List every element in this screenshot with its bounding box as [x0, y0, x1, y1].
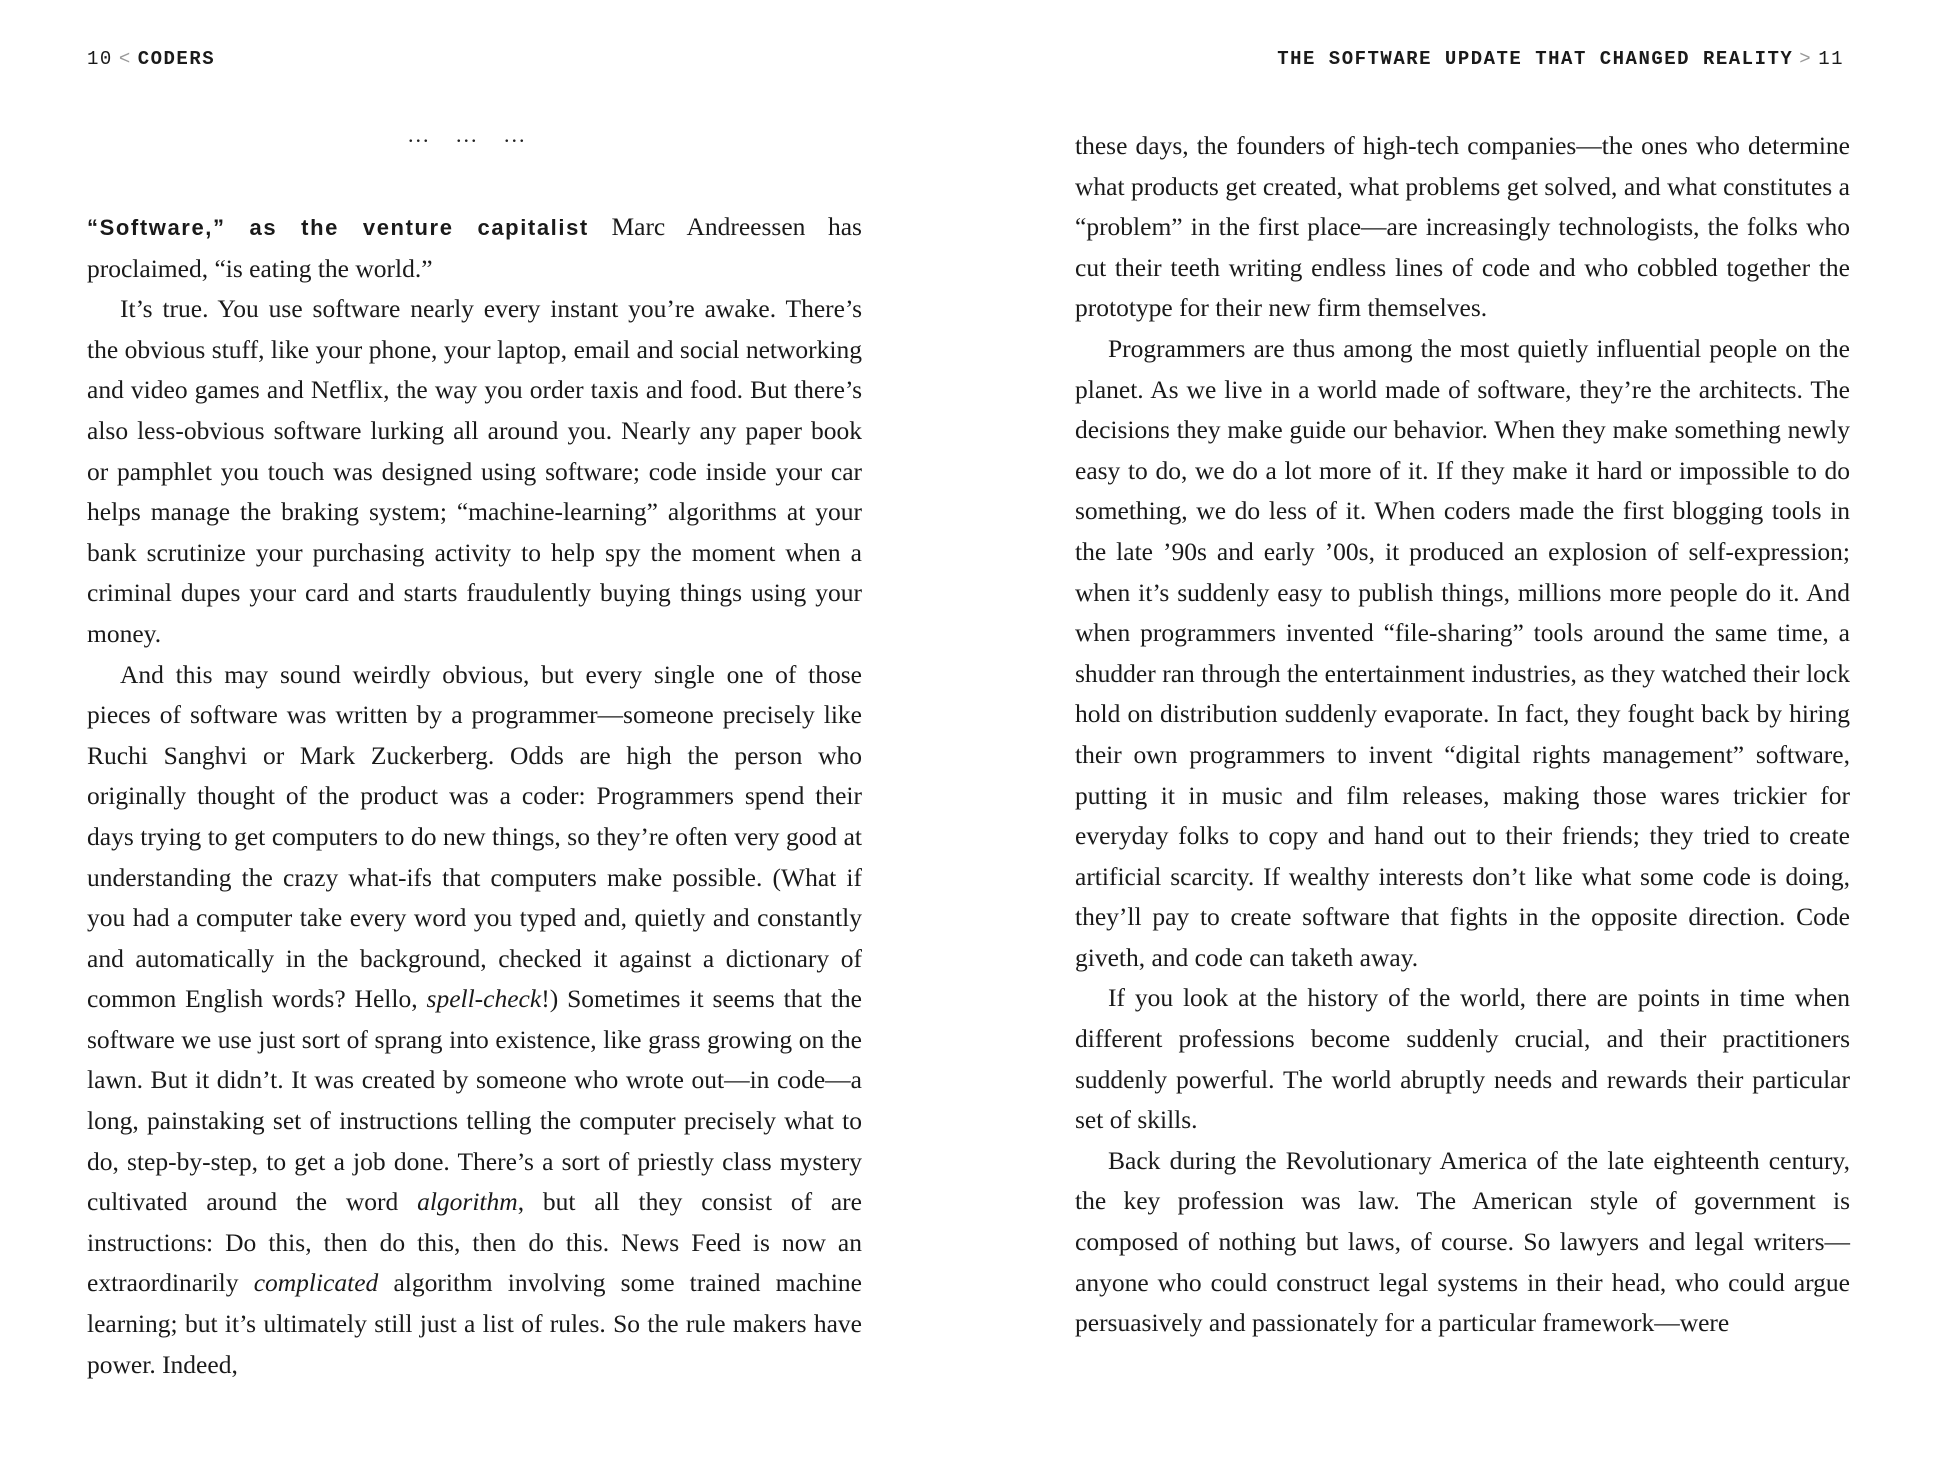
paragraph-text: Marc Andreessen has proclaimed, “is eating the world.” [87, 212, 862, 283]
left-chevron-icon: < [118, 48, 132, 70]
paragraph-text: And this may sound weirdly obvious, but every single one of those pieces of software was written by a programmer—someone precisely like Ruchi Sanghvi or Mark Zuckerberg. Odds are high the person who originally thought of the product was a coder: Programmers spend their days trying to get computers to do new things, so they’re often very good at understanding the crazy what-ifs that computers make possible. (What if you had a computer take every word you typed and, quietly and constantly and automatically in the background, checked it against a dictionary of common English words? Hello, [87, 659, 862, 1014]
emphasis-text: spell-check [426, 984, 542, 1014]
paragraph-text: , but all they consist of are instructions: Do this, then do this, then do this. News Feed is now an extraordinarily [87, 1187, 862, 1298]
right-running-title: THE SOFTWARE UPDATE THAT CHANGED REALITY [1277, 48, 1794, 70]
right-page [968, 0, 1936, 1477]
paragraph [87, 655, 862, 1386]
left-body-text [87, 207, 862, 1385]
paragraph-text: !) Sometimes it seems that the software we use just sort of sprang into existence, like grass growing on the lawn. But it didn’t. It was created by someone who wrote out—in code—a long, painstaking set of instructions telling the computer precisely what to do, step-by-step, to get a job done. There’s a sort of priestly class mystery cultivated around the word [87, 984, 862, 1217]
left-running-title: CODERS [137, 48, 216, 70]
paragraph-text: algorithm involving some trained machine learning; but it’s ultimately still just a list of rules. So the rule makers have power. Indeed, [87, 1268, 862, 1379]
lead-in: “Software,” as the venture capitalist [87, 215, 589, 240]
paragraph: Back during the Revolutionary America of the late eighteenth century, the key profession was law. The American style of government is composed of nothing but laws, of course. So lawyers and legal writers—anyone who could construct legal systems in their head, who could argue persuasively and passionately for a particular framework—were [1075, 1145, 1850, 1338]
right-chevron-icon: > [1799, 48, 1813, 70]
left-folio: 10 [87, 48, 113, 70]
paragraph: It’s true. You use software nearly every instant you’re awake. There’s the obvious stuff, like your phone, your laptop, email and social networking and video games and Netflix, the way you order taxis and food. But there’s also less-obvious software lurking all around you. Nearly any paper book or pamphlet you touch was designed using software; code inside your car helps manage the braking system; “machine-learning” algorithms at your bank scrutinize your purchasing activity to help spy the moment when a criminal dupes your card and starts fraudulently buying things using your money. [87, 294, 862, 648]
right-body-text [1075, 126, 1850, 1344]
left-running-head [87, 48, 215, 70]
paragraph: Programmers are thus among the most quietly influential people on the planet. As we live in a world made of software, they’re the architects. The decisions they make guide our behavior. When they make something newly easy to do, we do a lot more of it. If they make it hard or impossible to do something, we do less of it. When coders made the first blogging tools in the late ’90s and early ’00s, it produced an explosion of self-expression; when it’s suddenly easy to publish things, millions more people do it. And when programmers invented “file-sharing” tools around the same time, a shudder ran through the entertainment industries, as they watched their lock hold on distribution suddenly evaporate. In fact, they fought back by hiring their own programmers to invent “digital rights management” software, putting it in music and film releases, making those wares trickier for everyday folks to copy and hand out to their friends; they tried to create artificial scarcity. If wealthy interests don’t like what some code is doing, they’ll pay to create software that fights in the opposite direction. Code giveth, and code can taketh away. [1075, 333, 1850, 972]
right-folio: 11 [1818, 48, 1844, 70]
paragraph [87, 207, 862, 289]
emphasis-text: algorithm [417, 1187, 518, 1217]
paragraph: these days, the founders of high-tech companies—the ones who determine what products get created, what problems get solved, and what constitutes a “problem” in the first place—are increasingly technologists, the folks who cut their teeth writing endless lines of code and who cobbled together the prototype for their new firm themselves. [1075, 131, 1850, 323]
paragraph: If you look at the history of the world, there are points in time when different professions become suddenly crucial, and their practitioners suddenly powerful. The world abruptly needs and rewards their particular set of skills. [1075, 983, 1850, 1135]
emphasis-text: complicated [253, 1268, 379, 1298]
right-running-head [1277, 48, 1844, 70]
section-break-ornament: ... ... ... [408, 122, 527, 147]
